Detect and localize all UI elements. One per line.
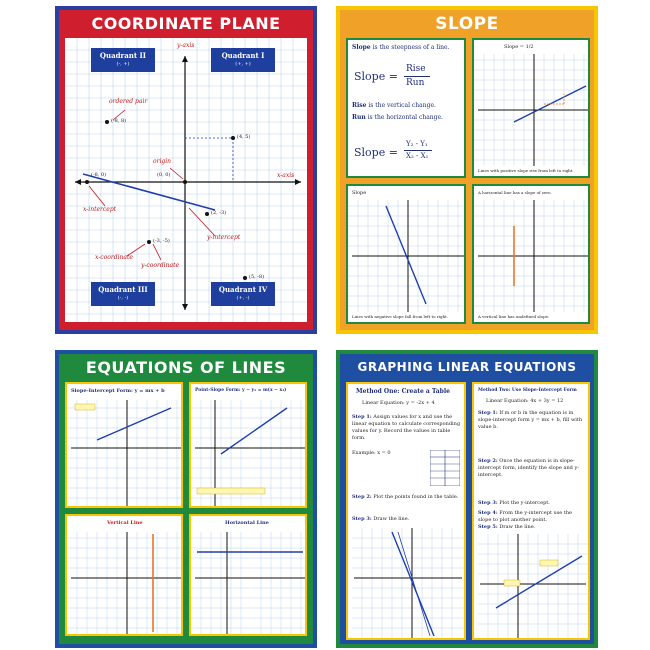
slope-intercept-graph	[67, 384, 183, 508]
point-marker	[147, 240, 151, 244]
coordinate-plane-poster	[55, 6, 317, 334]
step-label: Step 2:	[352, 494, 372, 500]
step-label: Step 2:	[478, 458, 498, 464]
graph-caption: Slope = 1/2	[504, 44, 534, 50]
ordered-pair-note: ordered pair	[109, 98, 148, 105]
quadrant-iv-box	[211, 282, 275, 306]
x-axis-label: x-axis	[277, 172, 295, 179]
quadrant-name: Quadrant I	[221, 51, 265, 60]
graphing-linear-equations-poster	[336, 350, 598, 648]
point-label: (2, -3)	[211, 210, 227, 216]
equations-of-lines-poster	[55, 350, 317, 648]
slope-formula-top: Rise	[406, 64, 426, 74]
y-coordinate-note: y-coordinate	[141, 262, 180, 269]
point-marker	[85, 180, 89, 184]
slope-formula2-left: Slope =	[354, 146, 398, 159]
fraction-bar	[404, 150, 432, 151]
method-heading: Method One: Create a Table	[356, 388, 450, 395]
point-label: (4, 5)	[237, 134, 251, 140]
slope-graph-positive	[472, 38, 590, 178]
panel-heading: Horizontal Line	[225, 520, 269, 526]
panel-heading: Vertical Line	[107, 520, 143, 526]
coordinate-panel	[65, 38, 307, 322]
slope-graph-zero	[472, 184, 590, 324]
y-intercept-note: y-intercept	[207, 234, 241, 241]
positive-slope-graph	[474, 40, 590, 178]
x-intercept-note: x-intercept	[83, 206, 117, 213]
example-text: Example: x = 0	[352, 450, 391, 456]
graph-caption: A horizontal line has a slope of zero.	[478, 190, 552, 195]
quadrant-name: Quadrant III	[98, 285, 148, 294]
point-slope-panel	[189, 382, 307, 508]
negative-slope-graph	[348, 186, 466, 324]
quadrant-ii-box	[91, 48, 155, 72]
slope-formula-bottom: Run	[406, 78, 425, 88]
step-text: Draw the line.	[373, 516, 410, 522]
origin-note: origin	[153, 158, 172, 165]
vertical-line-graph	[67, 516, 183, 636]
slope-definition-panel	[346, 38, 466, 178]
horizontal-line-panel	[189, 514, 307, 636]
point-label: (-8, 0)	[91, 172, 107, 178]
step-text: If m or b in the equation is in slope-intercept form y = mx + b, fill with value b.	[478, 410, 583, 430]
quadrant-sign: (-, -)	[117, 295, 129, 301]
slope-graph-negative	[346, 184, 466, 324]
run-word: Run	[352, 114, 366, 121]
slope-formula2-top: Y₂ - Y₁	[406, 140, 428, 148]
rise-word: Rise	[352, 102, 367, 109]
slope-intercept-panel	[65, 382, 183, 508]
method-equation: Linear Equation: 4x + 3y = 12	[486, 398, 564, 404]
step-text: Draw the line.	[499, 524, 536, 530]
poster-title: GRAPHING LINEAR EQUATIONS	[357, 360, 577, 374]
slope-word: Slope	[352, 44, 371, 51]
quadrant-sign: (+, -)	[236, 295, 250, 301]
method-two-graph	[478, 534, 588, 638]
slope-definition: is the steepness of a line.	[372, 44, 450, 51]
panel-heading: Slope-Intercept Form: y = mx + b	[71, 388, 165, 394]
slope-formula-left: Slope =	[354, 70, 398, 83]
point-marker	[105, 120, 109, 124]
step-text: Plot the y-intercept.	[499, 500, 550, 506]
run-definition: is the horizontal change.	[367, 114, 443, 121]
step-text: Plot the points found in the table.	[373, 494, 459, 500]
poster-title: SLOPE	[435, 14, 499, 34]
step-label: Step 1:	[478, 410, 498, 416]
step-label: Step 3:	[352, 516, 372, 522]
quadrant-iii-box	[91, 282, 155, 306]
method-one-panel	[346, 382, 466, 640]
point-marker	[231, 136, 235, 140]
step-label: Step 5:	[478, 524, 498, 530]
x-coordinate-note: x-coordinate	[95, 254, 133, 261]
step-text: Assign values for x and use the linear equation to calculate corresponding values for y. Record the values in table form.	[352, 414, 461, 441]
horizontal-line-graph	[191, 516, 307, 636]
point-marker	[183, 180, 187, 184]
fraction-bar	[404, 76, 430, 77]
step-label: Step 3:	[478, 500, 498, 506]
point-label: (-3, -5)	[153, 238, 170, 244]
graph-footer: Lines with positive slope rise from left to right.	[478, 168, 574, 173]
method-equation: Linear Equation: y = -2x + 4	[362, 400, 435, 406]
panel-heading: Point-Slope Form: y − y₁ = m(x − x₁)	[195, 388, 287, 393]
graph-caption: Slope	[352, 190, 367, 196]
quadrant-sign: (+, +)	[235, 61, 251, 67]
point-slope-graph	[191, 384, 307, 508]
step-label: Step 1:	[352, 414, 372, 420]
poster-title: EQUATIONS OF LINES	[85, 358, 287, 377]
graph-footer: A vertical line has undefined slope.	[478, 314, 550, 319]
point-label: (0, 0)	[157, 172, 171, 178]
quadrant-sign: (-, +)	[116, 61, 130, 67]
method-two-panel	[472, 382, 590, 640]
point-label: (5, -8)	[249, 274, 265, 280]
vertical-line-panel	[65, 514, 183, 636]
point-label: (-8, 8)	[111, 118, 127, 124]
zero-slope-graph	[474, 186, 590, 324]
quadrant-name: Quadrant IV	[218, 285, 268, 294]
quadrant-i-box	[211, 48, 275, 72]
quadrant-name: Quadrant II	[99, 51, 147, 60]
point-marker	[243, 276, 247, 280]
graph-footer: Lines with negative slope fall from left to right.	[352, 314, 449, 319]
step-text: Once the equation is in slope-intercept form, identify the slope and y-intercept.	[478, 458, 579, 478]
slope-poster	[336, 6, 598, 334]
point-marker	[205, 212, 209, 216]
method-heading: Method Two: Use Slope-Intercept Form	[478, 388, 577, 393]
value-table	[430, 450, 460, 486]
coordinate-grid	[65, 38, 307, 322]
poster-title: COORDINATE PLANE	[91, 14, 281, 33]
step-label: Step 4:	[478, 510, 498, 516]
method-one-graph	[352, 528, 464, 638]
slope-formula2-bottom: X₂ - X₁	[406, 152, 429, 160]
y-axis-label: y-axis	[177, 42, 195, 49]
step-text: From the y-intercept use the slope to plot another point.	[478, 510, 573, 523]
rise-definition: is the vertical change.	[368, 102, 436, 109]
